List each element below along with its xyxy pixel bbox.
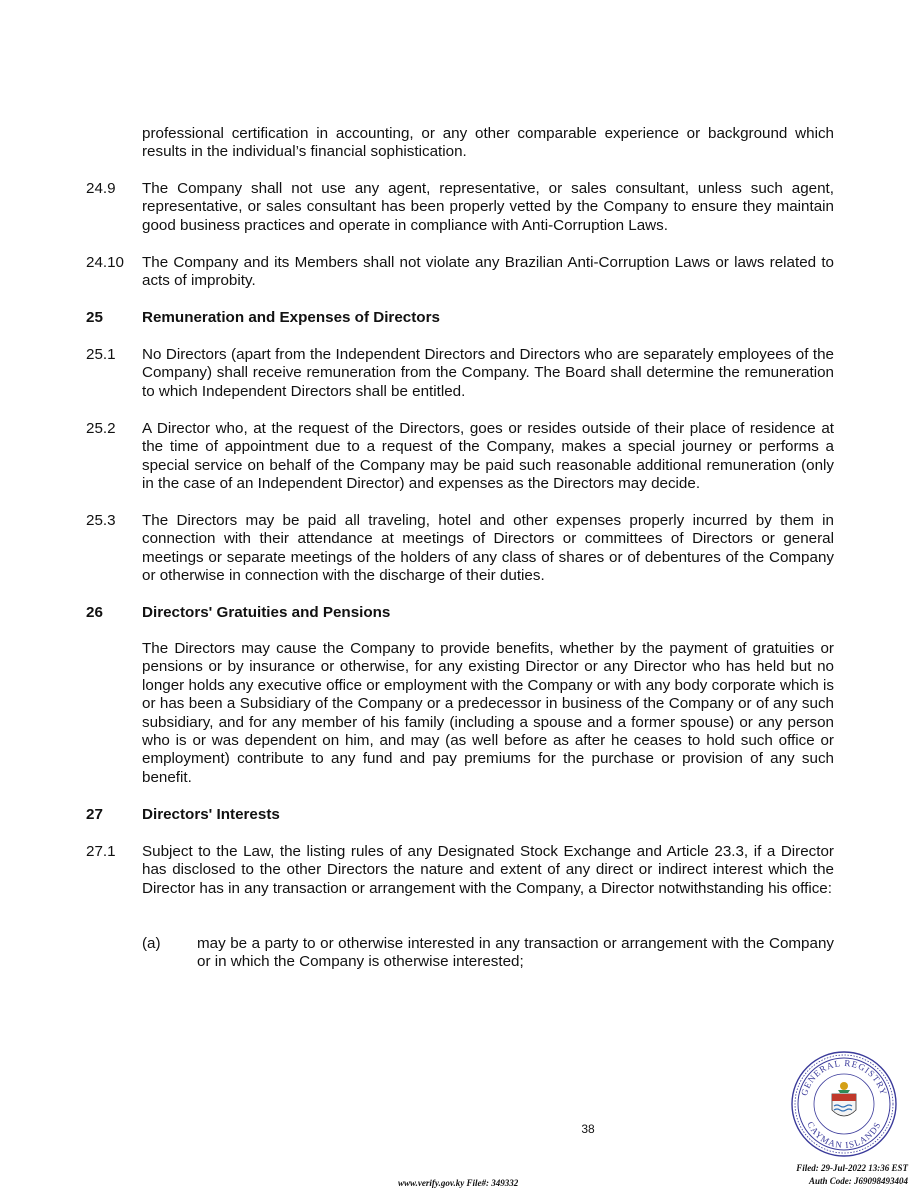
clause-27-1 xyxy=(86,843,834,898)
section-title: Directors' Gratuities and Pensions xyxy=(142,604,391,621)
clause-text: No Directors (apart from the Independent Directors and Directors who are separately employees of the Company) shall receive remuneration from the Company. The Board shall determine the remuneration to which Independent Directors shall be entitled. xyxy=(142,346,834,400)
svg-text:CAYMAN ISLANDS xyxy=(805,1120,882,1150)
section-number: 25 xyxy=(86,309,103,326)
clause-text: The Company and its Members shall not violate any Brazilian Anti-Corruption Laws or laws related to acts of improbity. xyxy=(142,254,834,290)
clause-number: 25.1 xyxy=(86,346,116,363)
section-title: Remuneration and Expenses of Directors xyxy=(142,309,440,326)
clause-text: The Directors may be paid all traveling, hotel and other expenses properly incurred by them in connection with their attendance at meetings of Directors or committees of Directors or general meetings or separate meetings of the holders of any class of shares or of debentures of the Company or otherwise in connection with the discharge of their duties. xyxy=(142,512,834,585)
clause-number: 25.2 xyxy=(86,420,116,437)
filing-stamp xyxy=(780,1162,908,1188)
clause-number: 24.10 xyxy=(86,254,125,271)
clause-25-2 xyxy=(86,420,834,494)
clause-number: 25.3 xyxy=(86,512,116,529)
section-heading-27 xyxy=(86,806,834,824)
general-registry-seal-icon xyxy=(789,1050,899,1158)
continuation-paragraph: professional certification in accounting, or any other comparable experience or background which results in the individual’s financial sophistication. xyxy=(142,125,834,161)
clause-24-9 xyxy=(86,180,834,235)
clause-text: Subject to the Law, the listing rules of any Designated Stock Exchange and Article 23.3, if a Director has disclosed to the other Directors the nature and extent of any direct or indirect interest which the Director has in any transaction or arrangement with the Company, a Director notwithstanding his office: xyxy=(142,843,834,897)
footer-verify-text: www.verify.gov.ky File#: 349332 xyxy=(398,1178,519,1188)
clause-text: A Director who, at the request of the Directors, goes or resides outside of their place of residence at the time of appointment due to a request of the Company, makes a special journey or performs a special service on behalf of the Company may be paid such reasonable additional remuneration (only in the case of an Independent Director) and expenses as the Directors may decide. xyxy=(142,420,834,493)
clause-25-3 xyxy=(86,512,834,586)
clause-number: 24.9 xyxy=(86,180,116,197)
section-heading-26 xyxy=(86,604,834,622)
clause-text: The Directors may cause the Company to provide benefits, whether by the payment of gratuities or pensions or by insurance or otherwise, for any existing Director or any Director who has held but no longer holds any executive office or employment with the Company or with any body corporate which is or has been a Subsidiary of the Company or a predecessor in business of the Company or of any such subsidiary, and for any member of his family (including a spouse and a former spouse) or any person who is or was dependent on him, and may (as well before as after he ceases to hold such office or employment) contribute to any fund and pay premiums for the purchase or provision of any such benefit. xyxy=(142,640,834,786)
section-heading-25 xyxy=(86,309,834,327)
seal-top-text: GENERAL REGISTRY xyxy=(798,1057,890,1097)
section-number: 26 xyxy=(86,604,103,621)
clause-26-body xyxy=(86,640,834,787)
clause-27-1-a xyxy=(142,935,834,972)
clause-24-10 xyxy=(86,254,834,291)
clause-25-1 xyxy=(86,346,834,401)
subclause-letter: (a) xyxy=(142,935,161,952)
section-number: 27 xyxy=(86,806,103,823)
clause-number: 27.1 xyxy=(86,843,116,860)
filed-date: Filed: 29-Jul-2022 13:36 EST xyxy=(796,1163,908,1173)
auth-code: Auth Code: J69098493404 xyxy=(808,1176,908,1186)
section-title: Directors' Interests xyxy=(142,806,280,823)
seal-bottom-text: CAYMAN ISLANDS xyxy=(805,1119,883,1151)
page-number: 38 xyxy=(581,1122,595,1136)
clause-text: The Company shall not use any agent, representative, or sales consultant, unless such agent, representative, or sales consultant has been properly vetted by the Company to ensure they maintain good business practices and operate in compliance with Anti-Corruption Laws. xyxy=(142,180,834,234)
subclause-text: may be a party to or otherwise interested in any transaction or arrangement with the Company or in which the Company is otherwise interested; xyxy=(197,935,834,971)
